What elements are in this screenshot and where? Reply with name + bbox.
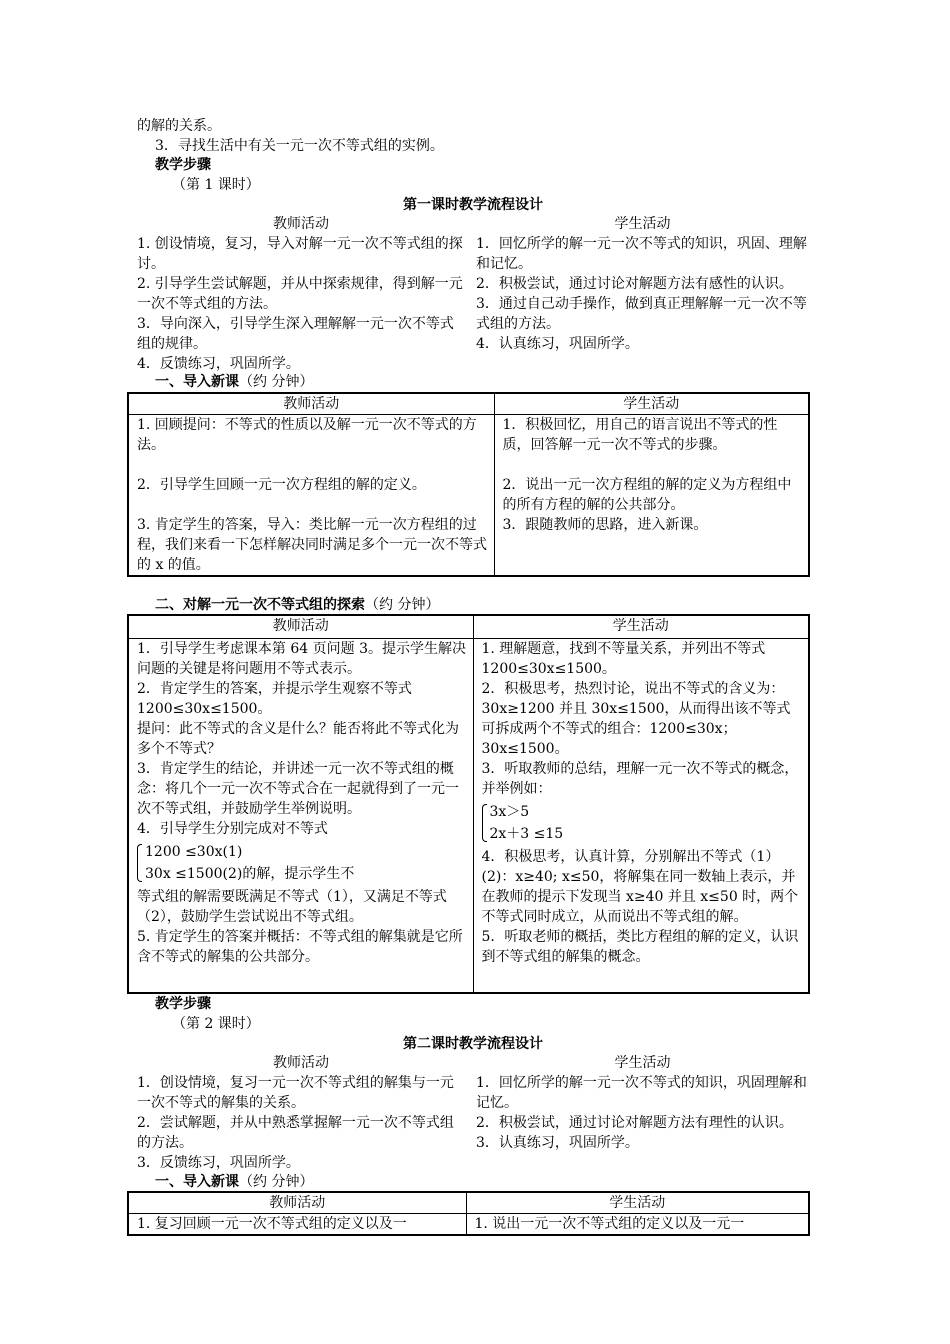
flow1-teacher-item: 4．反馈练习，巩固所学。 xyxy=(137,356,300,372)
section3-time: （约 分钟） xyxy=(239,1174,314,1190)
flow1-student-column xyxy=(476,214,809,354)
section2-teacher-item: 5. 肯定学生的答案并概括：不等式组的解集就是它所含不等式的解集的公共部分。 xyxy=(137,928,463,965)
flow2-title: 第二课时教学流程设计 xyxy=(403,1036,543,1052)
section2-teacher-header: 教师活动 xyxy=(128,615,473,638)
table-header-row xyxy=(128,393,809,415)
table-row xyxy=(128,415,809,577)
section2-student-item: 1. 理解题意，找到不等量关系，并列出不等式 1200≤30x≤1500。 xyxy=(481,640,766,677)
system-line: 3x＞5 xyxy=(489,803,530,820)
section1-time: （约 分钟） xyxy=(239,374,314,390)
flow1-columns xyxy=(137,214,809,374)
section3-teacher-cell: 1. 复习回顾一元一次不等式组的定义以及一 xyxy=(128,1214,466,1236)
section2-heading: 二、对解一元一次不等式组的探索 xyxy=(155,597,365,613)
inequality-system xyxy=(137,841,242,885)
section1-student-item: 1．积极回忆，用自己的语言说出不等式的性质，回答解一元一次不等式的步骤。 xyxy=(502,417,778,453)
system-line: 2x＋3 ≤15 xyxy=(489,825,564,842)
section3-teacher-header: 教师活动 xyxy=(128,1192,466,1214)
lesson-label-2: （第 2 课时） xyxy=(172,1016,260,1032)
flow1-student-item: 3．通过自己动手操作，做到真正理解解一元一次不等式组的方法。 xyxy=(476,296,807,332)
flow2-columns xyxy=(137,1053,809,1173)
flow1-teacher-header: 教师活动 xyxy=(273,216,329,232)
section1-teacher-item: 2．引导学生回顾一元一次方程组的解的定义。 xyxy=(137,477,426,493)
flow2-student-item: 3．认真练习，巩固所学。 xyxy=(476,1135,639,1151)
section2-student-item: 4．积极思考，认真计算，分别解出不等式（1）(2)：x≥40; x≤50，将解集在同一数轴上表示，并在教师的提示下发现当 x≥40 并且 x≤50 时，两个不等式同时成立，从而说出不等式组的解。 xyxy=(481,848,799,925)
section2-teacher-item: 1．引导学生考虑课本第 64 页问题 3。提示学生解决问题的关键是将问题用不等式表示。 xyxy=(137,640,466,677)
flow1-student-header: 学生活动 xyxy=(614,216,671,232)
flow2-student-item: 1．回忆所学的解一元一次不等式的知识，巩固理解和记忆。 xyxy=(476,1075,807,1111)
section1-teacher-cell xyxy=(128,415,494,577)
table-header-row xyxy=(128,615,809,638)
flow2-teacher-item: 2．尝试解题，并从中熟悉掌握解一元一次不等式组的方法。 xyxy=(137,1115,454,1151)
flow1-student-item: 2．积极尝试，通过讨论对解题方法有感性的认识。 xyxy=(476,276,793,292)
section2-student-item: 3．听取教师的总结，理解一元一次不等式的概念，并举例如： xyxy=(481,760,799,797)
section3-student-cell: 1. 说出一元一次不等式组的定义以及一元一 xyxy=(474,1216,745,1232)
table-row xyxy=(128,638,809,993)
flow1-student-item: 4．认真练习，巩固所学。 xyxy=(476,336,639,352)
flow1-teacher-column xyxy=(137,214,465,374)
section2-teacher-item: 提问：此不等式的含义是什么？能否将此不等式化为多个不等式？ xyxy=(137,720,459,757)
section1-heading-line xyxy=(155,372,827,392)
section2-student-item: 2．积极思考，热烈讨论，说出不等式的含义为：30x≥1200 并且 30x≤1500，从而得出该不等式可拆成两个不等式的组合：1200≤30x；30x≤1500。 xyxy=(481,680,791,757)
section1-student-cell xyxy=(494,415,809,577)
inequality-system-block xyxy=(137,839,469,887)
system-trailing-text: 的解，提示学生不 xyxy=(242,865,355,882)
steps-heading-2: 教学步骤 xyxy=(155,996,211,1012)
section2-student-header: 学生活动 xyxy=(473,615,809,638)
section1-heading: 一、导入新课 xyxy=(155,374,239,390)
section2-time: （约 分钟） xyxy=(365,597,440,613)
intro-goal-3: 3．寻找生活中有关一元一次不等式组的实例。 xyxy=(155,138,444,154)
flow1-teacher-item: 3．导向深入，引导学生深入理解解一元一次不等式组的规律。 xyxy=(137,316,454,352)
section2-teacher-cell xyxy=(128,638,473,993)
flow2-student-column xyxy=(476,1053,809,1153)
section3-table xyxy=(127,1191,810,1236)
section2-student-item: 5．听取老师的概括，类比方程组的解的定义，认识到不等式组的解集的概念。 xyxy=(481,928,799,965)
system-line: 1200 ≤30x(1) xyxy=(145,843,243,860)
flow1-title: 第一课时教学流程设计 xyxy=(403,197,543,213)
section2-heading-line xyxy=(155,595,827,615)
section3-heading-line xyxy=(155,1172,827,1192)
section2-teacher-item: 等式组的解需要既满足不等式（1），又满足不等式（2），鼓励学生尝试说出不等式组。 xyxy=(137,888,447,925)
example-system-block xyxy=(482,799,805,847)
flow1-teacher-item: 2. 引导学生尝试解题，并从中探索规律，得到解一元一次不等式组的方法。 xyxy=(137,276,463,312)
flow1-teacher-item: 1. 创设情境，复习，导入对解一元一次不等式组的探讨。 xyxy=(137,236,463,272)
table-header-row xyxy=(128,1192,809,1214)
steps-heading: 教学步骤 xyxy=(155,157,211,173)
flow2-teacher-item: 1．创设情境，复习一元一次不等式组的解集与一元一次不等式的解集的关系。 xyxy=(137,1075,454,1111)
section1-teacher-header: 教师活动 xyxy=(128,393,494,415)
example-system xyxy=(482,801,564,845)
flow2-teacher-item: 3．反馈练习，巩固所学。 xyxy=(137,1155,300,1171)
section1-teacher-item: 3. 肯定学生的答案，导入：类比解一元一次方程组的过程，我们来看一下怎样解决同时满足多个一元一次不等式的 x 的值。 xyxy=(137,517,487,573)
section1-student-header: 学生活动 xyxy=(494,393,809,415)
section3-heading: 一、导入新课 xyxy=(155,1174,239,1190)
system-line: 30x ≤1500(2) xyxy=(145,865,243,882)
section1-student-item: 3．跟随教师的思路，进入新课。 xyxy=(502,517,708,533)
flow2-teacher-column xyxy=(137,1053,465,1173)
table-row xyxy=(128,1214,809,1236)
section2-teacher-item: 4．引导学生分别完成对不等式 xyxy=(137,820,328,837)
section1-table xyxy=(127,392,810,577)
section2-table xyxy=(127,614,810,994)
flow2-student-item: 2．积极尝试，通过讨论对解题方法有理性的认识。 xyxy=(476,1115,793,1131)
section3-student-header: 学生活动 xyxy=(466,1192,809,1214)
lesson-label: （第 1 课时） xyxy=(172,177,260,193)
section1-teacher-item: 1. 回顾提问：不等式的性质以及解一元一次不等式的方法。 xyxy=(137,417,477,453)
section2-student-cell xyxy=(473,638,809,993)
section1-student-item: 2．说出一元一次方程组的解的定义为方程组中的所有方程的解的公共部分。 xyxy=(502,477,792,513)
flow2-teacher-header: 教师活动 xyxy=(273,1055,329,1071)
section2-teacher-item: 3．肯定学生的结论，并讲述一元一次不等式组的概念：将几个一元一次不等式合在一起就得到了一元一次不等式组，并鼓励学生举例说明。 xyxy=(137,760,459,817)
intro-line: 的解的关系。 xyxy=(137,118,221,134)
section2-teacher-item: 2．肯定学生的答案，并提示学生观察不等式 1200≤30x≤1500。 xyxy=(137,680,412,717)
flow1-student-item: 1．回忆所学的解一元一次不等式的知识，巩固、理解和记忆。 xyxy=(476,236,807,272)
flow2-student-header: 学生活动 xyxy=(614,1055,671,1071)
